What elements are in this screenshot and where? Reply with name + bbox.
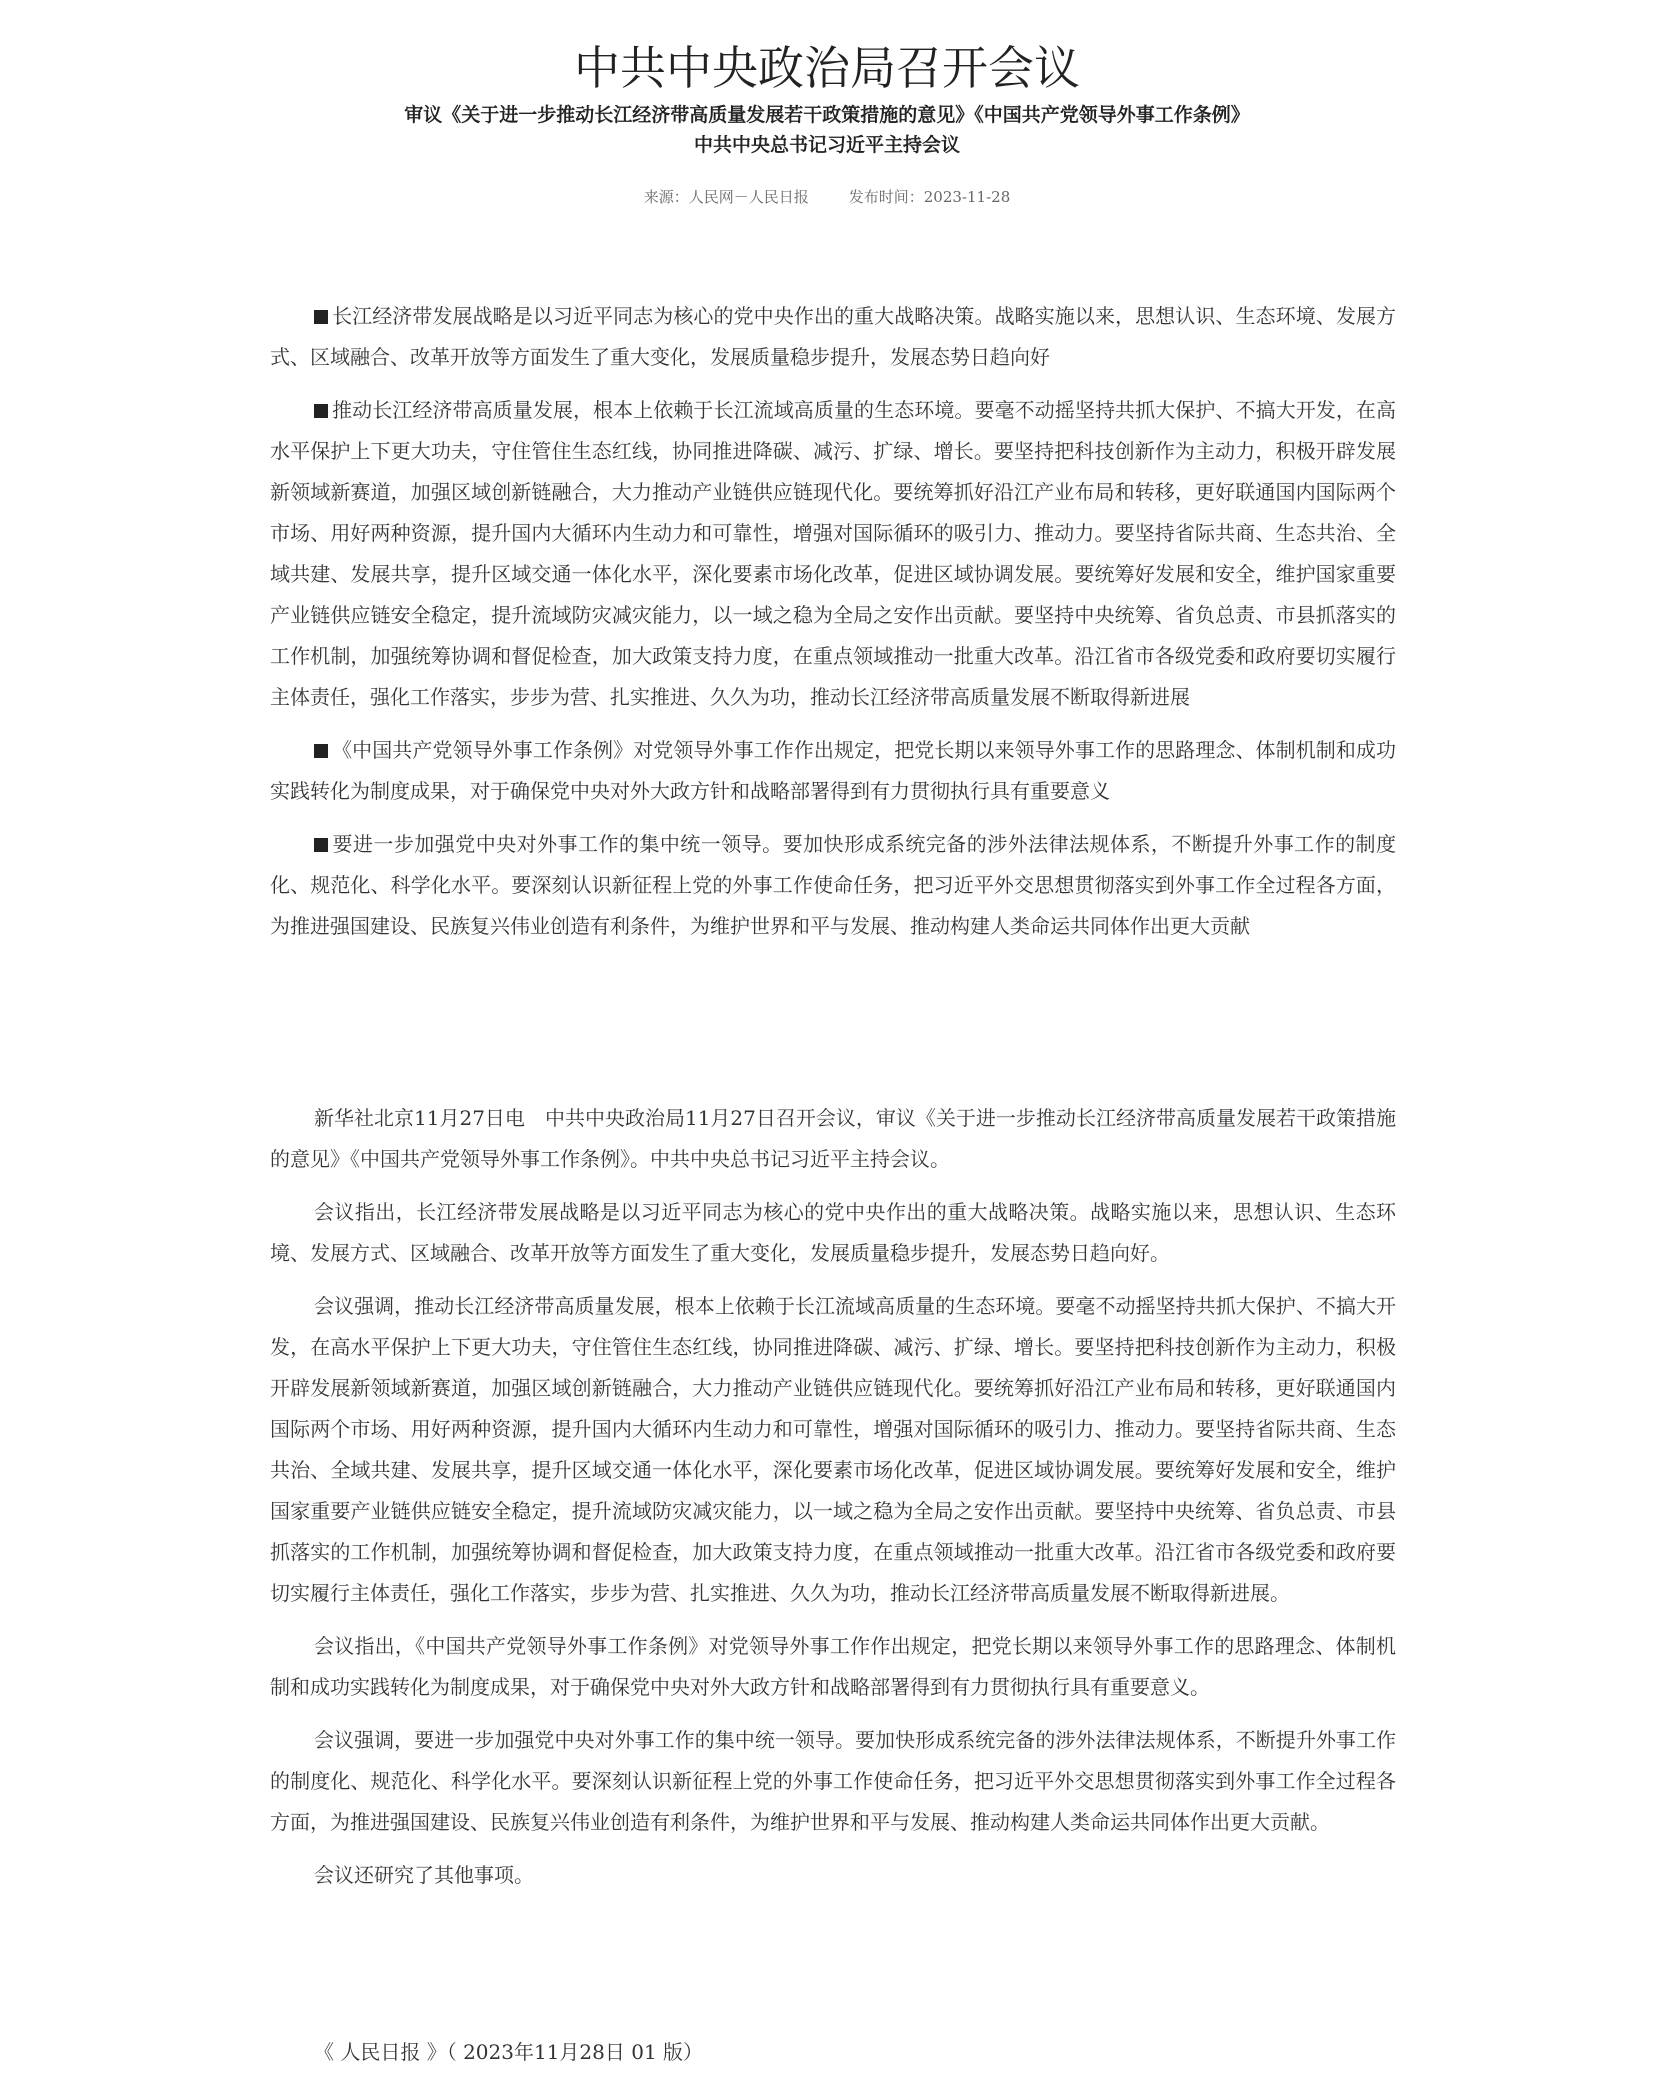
summary-item-text: 要进一步加强党中央对外事工作的集中统一领导。要加快形成系统完备的涉外法律法规体系，不断提升外事工作的制度化、规范化、科学化水平。要深刻认识新征程上党的外事工作使命任务，把习近平外交思想贯彻落实到外事工作全过程各方面，为推进强国建设、民族复兴伟业创造有利条件，为维护世界和平与发展、推动构建人类命运共同体作出更大贡献 — [270, 832, 1396, 938]
article-paragraph: 会议还研究了其他事项。 — [314, 1863, 534, 1887]
subtitle-host: 中共中央总书记习近平主持会议 — [693, 134, 960, 156]
article-paragraph: 会议指出，长江经济带发展战略是以习近平同志为核心的党中央作出的重大战略决策。战略实施以来，思想认识、生态环境、发展方式、区域融合、改革开放等方面发生了重大变化，发展质量稳步提升，发展态势日趋向好。 — [270, 1200, 1396, 1265]
article-paragraph: 会议强调，推动长江经济带高质量发展，根本上依赖于长江流域高质量的生态环境。要毫不动摇坚持共抓大保护、不搞大开发，在高水平保护上下更大功夫，守住管住生态红线，协同推进降碳、减污、扩绿、增长。要坚持把科技创新作为主动力，积极开辟发展新领域新赛道，加强区域创新链融合，大力推动产业链供应链现代化。要统筹抓好沿江产业布局和转移，更好联通国内国际两个市场、用好两种资源，提升国内大循环内生动力和可靠性，增强对国际循环的吸引力、推动力。要坚持省际共商、生态共治、全域共建、发展共享，提升区域交通一体化水平，深化要素市场化改革，促进区域协调发展。要统筹好发展和安全，维护国家重要产业链供应链安全稳定，提升流域防灾减灾能力，以一域之稳为全局之安作出贡献。要坚持中央统筹、省负总责、市县抓落实的工作机制，加强统筹协调和督促检查，加大政策支持力度，在重点领域推动一批重大改革。沿江省市各级党委和政府要切实履行主体责任，强化工作落实，步步为营、扎实推进、久久为功，推动长江经济带高质量发展不断取得新进展。 — [270, 1294, 1396, 1605]
article-meta — [0, 186, 1654, 208]
page-title: 中共中央政治局召开会议 — [574, 41, 1080, 95]
article-body — [270, 1098, 1396, 1908]
square-bullet-icon — [314, 838, 328, 852]
article-paragraph: 新华社北京11月27日电 中共中央政治局11月27日召开会议，审议《关于进一步推动长江经济带高质量发展若干政策措施的意见》《中国共产党领导外事工作条例》。中共中央总书记习近平主持会议。 — [270, 1106, 1396, 1171]
summary-item — [270, 730, 1396, 812]
article-paragraph: 会议强调，要进一步加强党中央对外事工作的集中统一领导。要加快形成系统完备的涉外法律法规体系，不断提升外事工作的制度化、规范化、科学化水平。要深刻认识新征程上党的外事工作使命任务，把习近平外交思想贯彻落实到外事工作全过程各方面，为推进强国建设、民族复兴伟业创造有利条件，为维护世界和平与发展、推动构建人类命运共同体作出更大贡献。 — [270, 1728, 1396, 1834]
summary-item — [270, 296, 1396, 378]
article-paragraph: 会议指出，《中国共产党领导外事工作条例》对党领导外事工作作出规定，把党长期以来领导外事工作的思路理念、体制机制和成功实践转化为制度成果，对于确保党中央对外大政方针和战略部署得到有力贯彻执行具有重要意义。 — [270, 1634, 1396, 1699]
square-bullet-icon — [314, 744, 328, 758]
summary-item-text: 推动长江经济带高质量发展，根本上依赖于长江流域高质量的生态环境。要毫不动摇坚持共抓大保护、不搞大开发，在高水平保护上下更大功夫，守住管住生态红线，协同推进降碳、减污、扩绿、增长。要坚持把科技创新作为主动力，积极开辟发展新领域新赛道，加强区域创新链融合，大力推动产业链供应链现代化。要统筹抓好沿江产业布局和转移，更好联通国内国际两个市场、用好两种资源，提升国内大循环内生动力和可靠性，增强对国际循环的吸引力、推动力。要坚持省际共商、生态共治、全域共建、发展共享，提升区域交通一体化水平，深化要素市场化改革，促进区域协调发展。要统筹好发展和安全，维护国家重要产业链供应链安全稳定，提升流域防灾减灾能力，以一域之稳为全局之安作出贡献。要坚持中央统筹、省负总责、市县抓落实的工作机制，加强统筹协调和督促检查，加大政策支持力度，在重点领域推动一批重大改革。沿江省市各级党委和政府要切实履行主体责任，强化工作落实，步步为营、扎实推进、久久为功，推动长江经济带高质量发展不断取得新进展 — [270, 398, 1396, 709]
summary-section — [270, 296, 1396, 959]
summary-item — [270, 390, 1396, 718]
square-bullet-icon — [314, 310, 328, 324]
summary-item — [270, 824, 1396, 947]
subtitle-headline: 审议《关于进一步推动长江经济带高质量发展若干政策措施的意见》《中国共产党领导外事工作条例》 — [404, 104, 1250, 126]
publish-time: 发布时间：2023-11-28 — [848, 188, 1011, 206]
square-bullet-icon — [314, 404, 328, 418]
newspaper-source: 《 人民日报 》（ 2023年11月28日 01 版） — [314, 2040, 704, 2064]
source-label: 来源：人民网－人民日报 — [643, 188, 809, 206]
summary-item-text: 《中国共产党领导外事工作条例》对党领导外事工作作出规定，把党长期以来领导外事工作的思路理念、体制机制和成功实践转化为制度成果，对于确保党中央对外大政方针和战略部署得到有力贯彻执行具有重要意义 — [270, 738, 1396, 803]
summary-item-text: 长江经济带发展战略是以习近平同志为核心的党中央作出的重大战略决策。战略实施以来，思想认识、生态环境、发展方式、区域融合、改革开放等方面发生了重大变化，发展质量稳步提升，发展态势日趋向好 — [270, 304, 1396, 369]
